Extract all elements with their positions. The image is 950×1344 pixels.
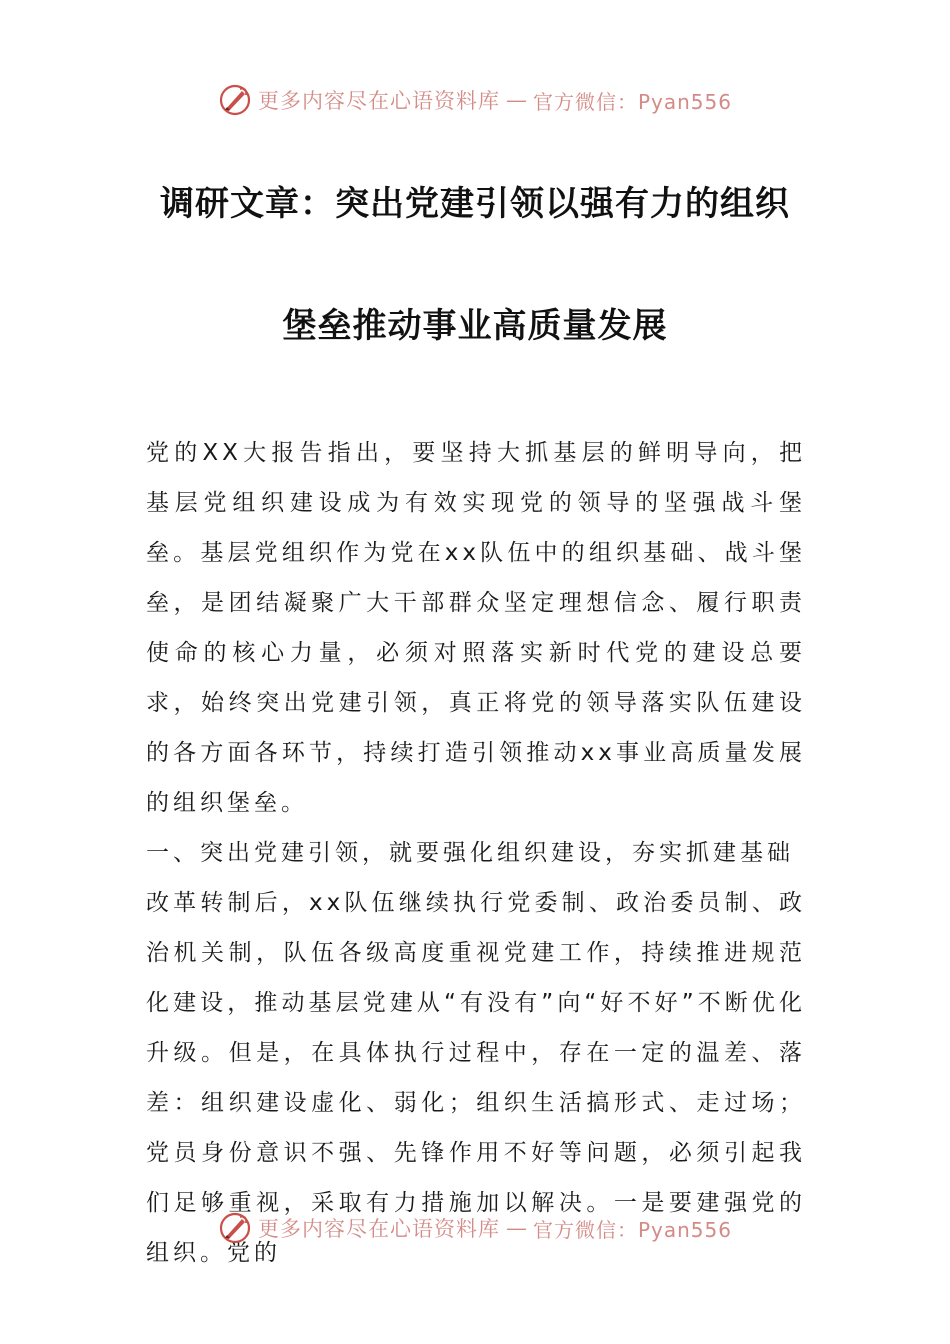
pen-logo-icon	[218, 83, 252, 117]
banner-text: 更多内容尽在心语资料库	[257, 1217, 500, 1241]
banner-separator: —	[505, 1216, 527, 1240]
section-1-paragraph: 改革转制后，xx队伍继续执行党委制、政治委员制、政治机关制，队伍各级高度重视党建工作，持续推进规范化建设，推动基层党建从“有没有”向“好不好”不断优化升级。但是，在具体执行过程中，存在一定的温差、落差：组织建设虚化、弱化；组织生活搞形式、走过场；党员身份意识不强、先锋作用不好等问题，必须引起我们足够重视，采取有力措施加以解决。一是要建强党的组织。党的	[146, 890, 806, 1266]
section-1-heading: 一、突出党建引领，就要强化组织建设，夯实抓建基础	[146, 840, 794, 866]
banner-separator: —	[505, 88, 527, 112]
document-body	[146, 428, 806, 1278]
header-banner	[0, 80, 950, 120]
page-title-line-2: 堡垒推动事业高质量发展	[282, 306, 668, 346]
banner-text: 更多内容尽在心语资料库	[257, 89, 500, 113]
footer-banner	[0, 1208, 950, 1248]
intro-paragraph: 党的XX大报告指出，要坚持大抓基层的鲜明导向，把基层党组织建设成为有效实现党的领导的坚强战斗堡垒。基层党组织作为党在xx队伍中的组织基础、战斗堡垒，是团结凝聚广大干部群众坚定理想信念、履行职责使命的核心力量，必须对照落实新时代党的建设总要求，始终突出党建引领，真正将党的领导落实队伍建设的各方面各环节，持续打造引领推动xx事业高质量发展的组织堡垒。	[146, 440, 806, 816]
banner-wechat: 官方微信：Pyan556	[532, 89, 732, 114]
banner-wechat: 官方微信：Pyan556	[532, 1217, 732, 1242]
pen-logo-icon	[218, 1211, 252, 1245]
page-title-line-1: 调研文章：突出党建引领以强有力的组织	[160, 184, 790, 224]
